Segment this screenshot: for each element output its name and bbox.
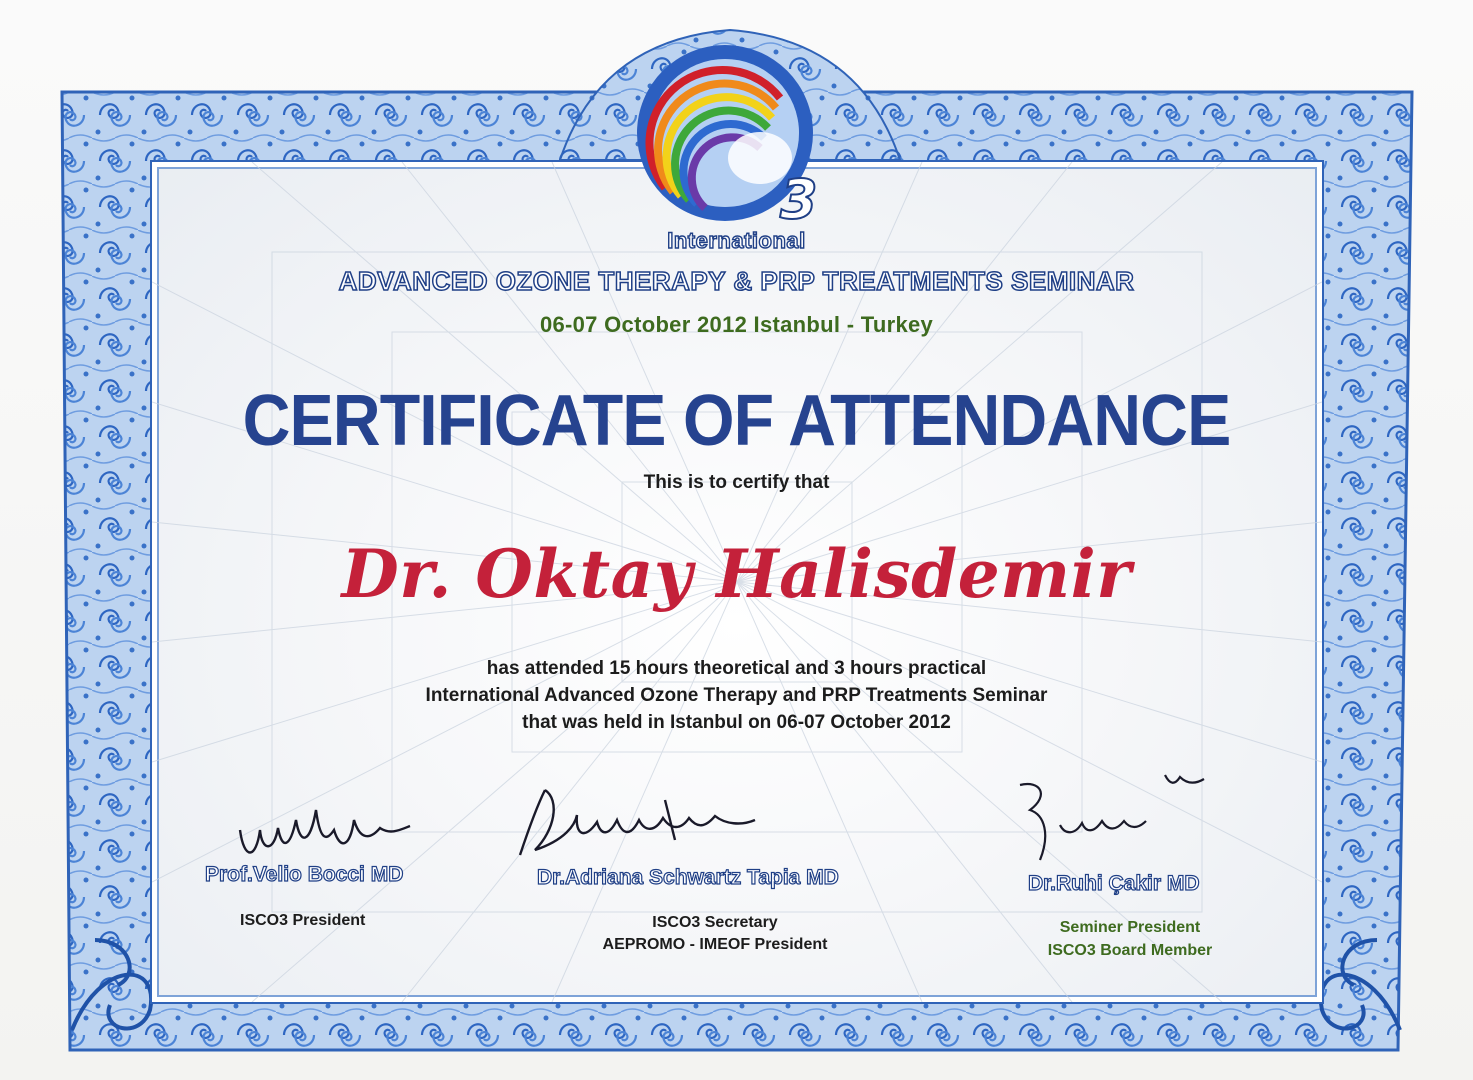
body-line-3: that was held in Istanbul on 06-07 October 2012 bbox=[522, 712, 951, 733]
signatory-name-1: Prof.Velio Bocci MD bbox=[205, 863, 404, 886]
signatory-role-1-line-1: ISCO3 President bbox=[240, 912, 366, 929]
signatory-role-2-line-2: AEPROMO - IMEOF President bbox=[602, 936, 828, 953]
signatory-role-2-line-1: ISCO3 Secretary bbox=[652, 914, 778, 931]
signatory-role-3-line-2: ISCO3 Board Member bbox=[1047, 942, 1213, 959]
signature-cakir bbox=[990, 755, 1230, 875]
seminar-name: ADVANCED OZONE THERAPY & PRP TREATMENTS SEMINAR bbox=[338, 266, 1135, 296]
body-line-1: has attended 15 hours theoretical and 3 hours practical bbox=[486, 658, 987, 679]
body-line-2: International Advanced Ozone Therapy and PRP Treatments Seminar bbox=[425, 685, 1048, 706]
signatory-role-3-line-1: Seminer President bbox=[1059, 919, 1201, 936]
signature-schwartz bbox=[505, 770, 775, 870]
seminar-international: International bbox=[667, 228, 806, 253]
certificate-title: CERTIFICATE OF ATTENDANCE bbox=[242, 381, 1231, 461]
seminar-date-place: 06-07 October 2012 Istanbul - Turkey bbox=[539, 312, 934, 337]
svg-text:3: 3 bbox=[780, 168, 818, 231]
signature-bocci bbox=[230, 790, 430, 870]
signatory-name-2: Dr.Adriana Schwartz Tapia MD bbox=[537, 866, 839, 889]
certify-line: This is to certify that bbox=[643, 472, 830, 493]
signatory-name-3: Dr.Ruhi Çakir MD bbox=[1028, 872, 1200, 895]
ozone-o3-rainbow-logo bbox=[630, 38, 830, 238]
recipient-name: Dr. Oktay Halisdemir bbox=[341, 535, 1132, 613]
